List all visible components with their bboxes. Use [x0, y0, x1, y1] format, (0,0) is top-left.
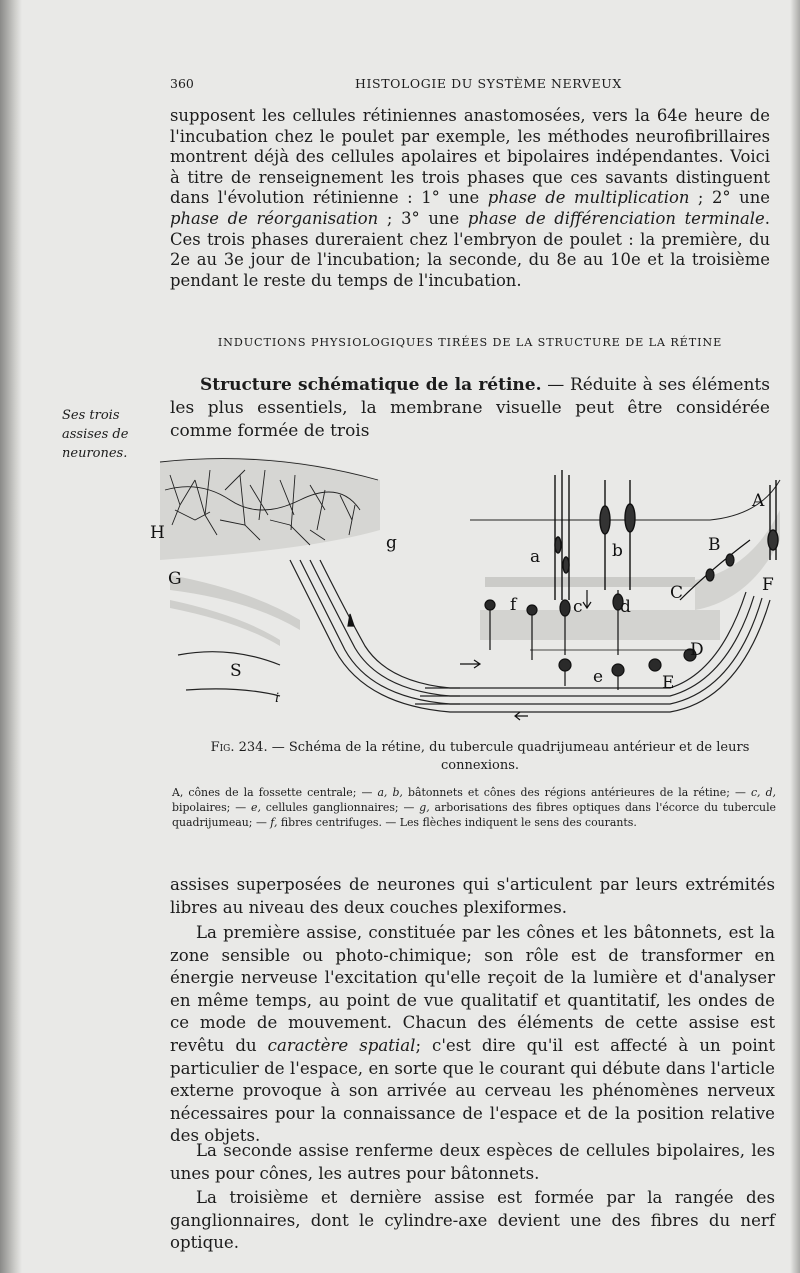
- retina-schematic: [150, 450, 790, 730]
- label-H: H: [150, 523, 165, 543]
- running-header: [170, 76, 770, 96]
- running-title: HISTOLOGIE DU SYSTÈME NERVEUX: [355, 76, 622, 91]
- label-g: g: [386, 533, 397, 553]
- label-i: i: [275, 691, 280, 706]
- label-C: C: [670, 583, 684, 603]
- label-d: d: [620, 597, 631, 617]
- figure-number: Fig. 234.: [210, 740, 268, 755]
- structure-title: Structure schématique de la rétine.: [200, 375, 542, 395]
- section-heading: INDUCTIONS PHYSIOLOGIQUES TIRÉES DE LA STRUCTURE DE LA RÉTINE: [217, 336, 723, 349]
- label-a: a: [530, 547, 541, 567]
- label-b: b: [612, 541, 623, 561]
- phase-differenciation: phase de différenciation terminale: [467, 208, 765, 228]
- phase-reorganisation: phase de réorganisation: [170, 208, 379, 228]
- page-edge-shadow-right: [790, 0, 800, 1273]
- page-number: 360: [170, 76, 194, 91]
- spatial-character: caractère spatial: [267, 1035, 416, 1055]
- intro-paragraph: supposent les cellules rétiniennes anastomosées, vers la 64e heure de l'incubation chez le poulet par exemple, les méthodes neurofibrillaires montrent déjà des cellules apolaires et bipolaires indépendantes. Voici à titre de renseignement les trois phases que ces savants distinguent dans l'évolution rétinienne : 1° une phase de multiplication ; 2° une phase de réorganisation ; 3° une phase de différenciation terminale. Ces trois phases dureraient chez l'embryon de poulet : la première, du 2e au 3e jour de l'incubation; la seconde, du 8e au 10e et la troisième pendant le reste du temps de l'incubation.: [170, 106, 770, 290]
- body-paragraph-third-assise: La troisième et dernière assise est formée par la rangée des ganglionnaires, dont le cylindre-axe devient une des fibres du nerf optique.: [170, 1188, 775, 1253]
- page-edge-shadow-left: [0, 0, 22, 1273]
- label-c: c: [573, 597, 583, 617]
- figure-retina-diagram: [150, 450, 790, 730]
- label-E: E: [662, 673, 675, 693]
- body-paragraph-continuation: assises superposées de neurones qui s'articulent par leurs extrémités libres au niveau des deux couches plexiformes.: [170, 875, 775, 917]
- label-S: S: [230, 661, 242, 681]
- phase-multiplication: phase de multiplication: [487, 188, 690, 208]
- figure-legend: A, cônes de la fossette centrale; — a, b, bâtonnets et cônes des régions antérieures de la rétine; — c, d, bipolaires; — e, cellules ganglionnaires; — g, arborisations des fibres optiques dans l'écorce du tubercule quadrijumeau; — f, fibres centrifuges. — Les flèches indiquent le sens des courants.: [172, 786, 777, 829]
- tubercle-cortex: [160, 458, 380, 560]
- label-f: f: [510, 595, 517, 615]
- label-D: D: [690, 640, 704, 660]
- label-A: A: [752, 491, 765, 511]
- structure-paragraph: Structure schématique de la rétine. — Réduite à ses éléments les plus essentiels, la membrane visuelle peut être considérée comme formée de trois: [170, 375, 770, 441]
- label-B: B: [708, 535, 721, 555]
- s-structure: [178, 652, 280, 696]
- body-paragraph-second-assise: La seconde assise renferme deux espèces de cellules bipolaires, les unes pour cônes, les autres pour bâtonnets.: [170, 1141, 775, 1183]
- margin-note: Ses trois assises de neurones.: [62, 408, 129, 461]
- label-F: F: [762, 575, 774, 595]
- figure-caption: Fig. 234. — Schéma de la rétine, du tubercule quadrijumeau antérieur et de leurs connexions.: [210, 740, 750, 773]
- current-arrows: [348, 590, 591, 720]
- label-G: G: [168, 569, 182, 589]
- dotted-layers: [170, 575, 300, 646]
- label-e: e: [593, 667, 604, 687]
- body-paragraph-first-assise: La première assise, constituée par les cônes et les bâtonnets, est la zone sensible ou photo-chimique; son rôle est de transformer en énergie nerveuse l'excitation qu'elle reçoit de la lumière et d'analyser en même temps, au point de vue qualitatif et quantitatif, les ondes de ce mode de mouvement. Chacun des éléments de cette assise est revêtu du caractère spatial; c'est dire qu'il est affecté à un point particulier de l'espace, en sorte que le courant qui débute dans l'article externe provoque à son arrivée au cerveau les phénomènes nerveux nécessaires pour la connaissance de l'espace et de la position relative des objets.: [170, 923, 776, 1146]
